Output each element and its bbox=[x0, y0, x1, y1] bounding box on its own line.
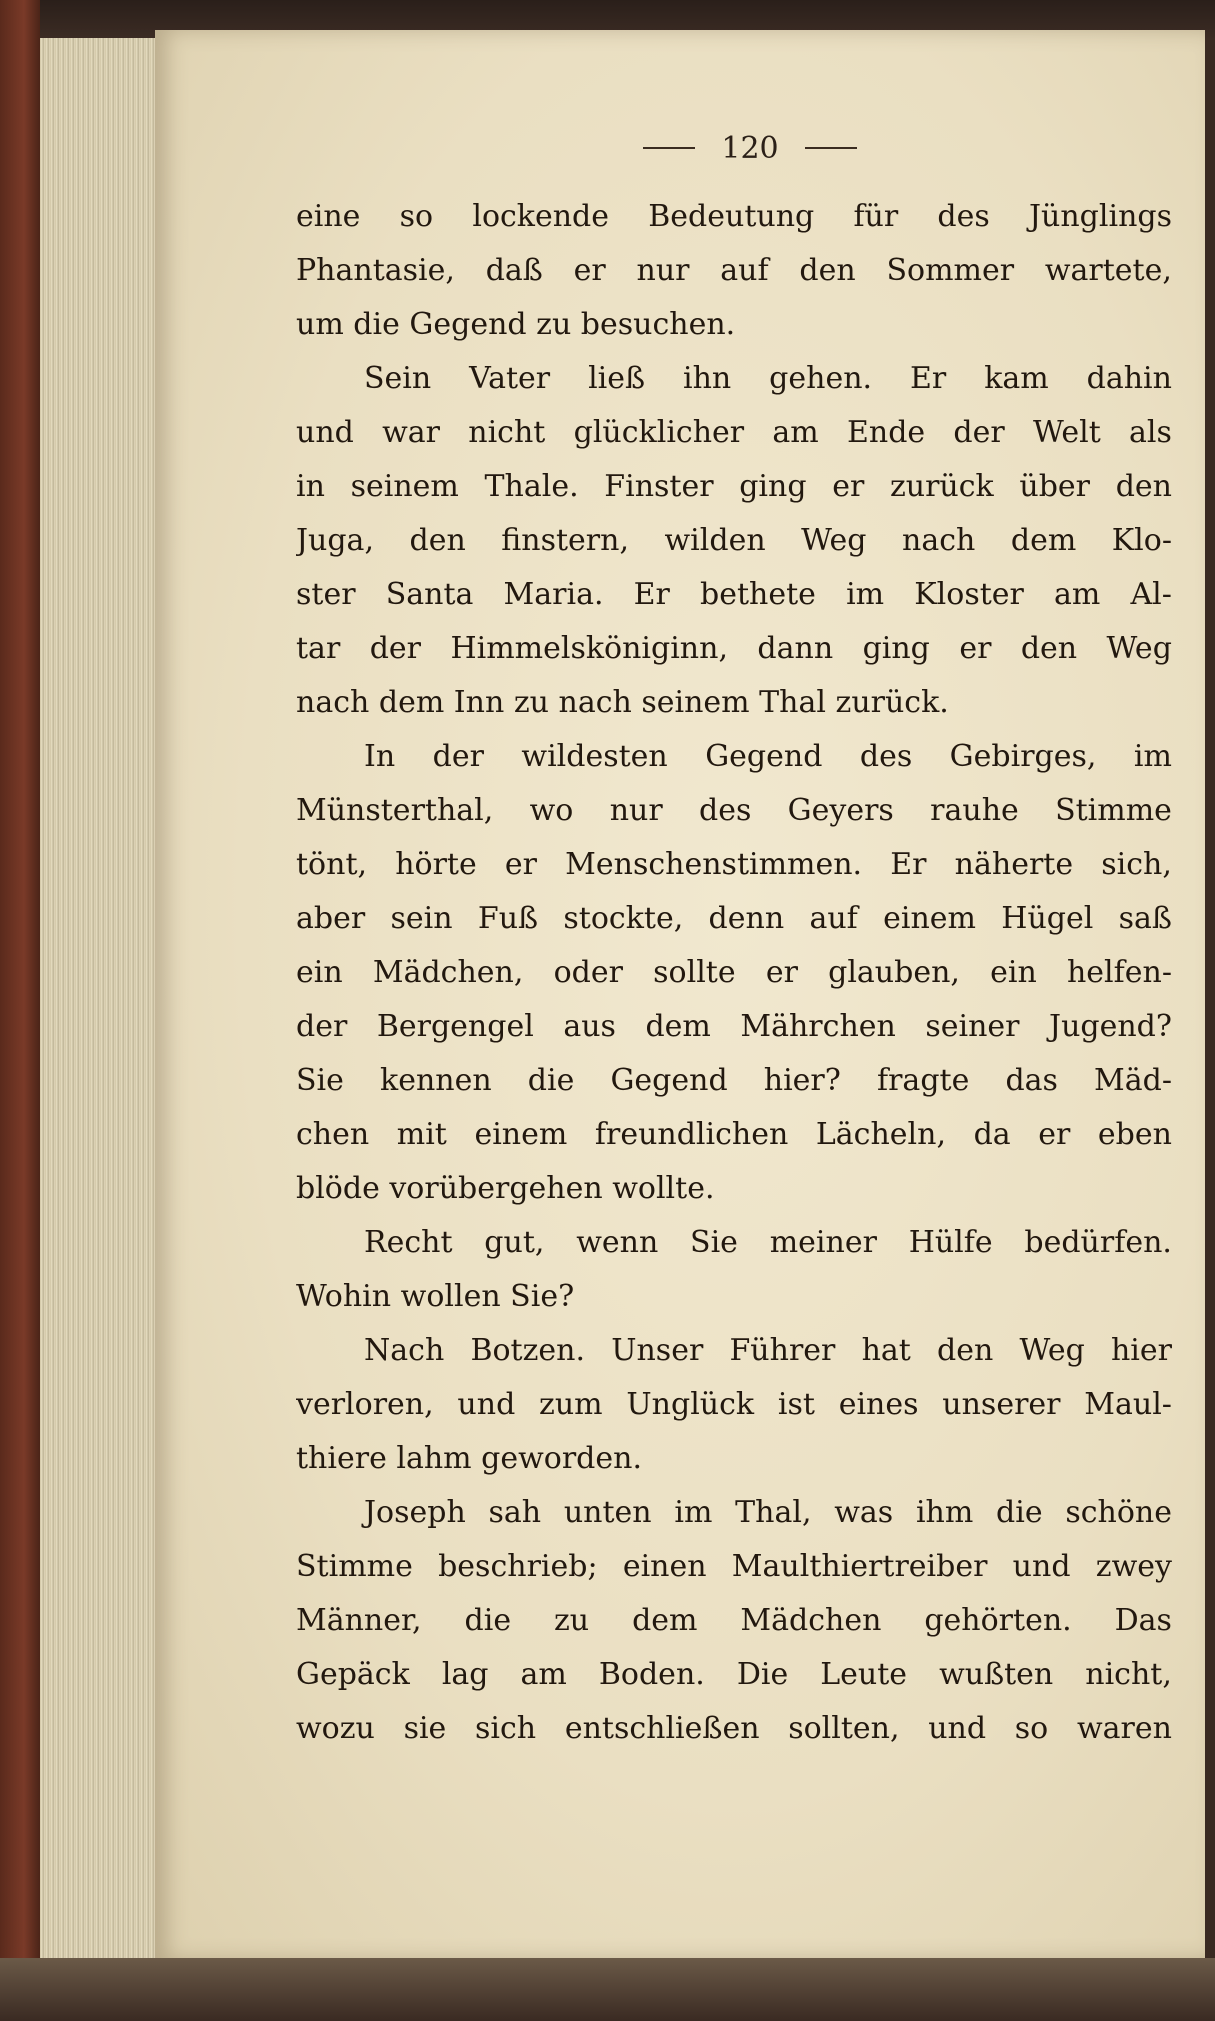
text-line: ster Santa Maria. Er bethete im Kloster am Al- bbox=[296, 577, 1172, 612]
text-line: Recht gut, wenn Sie meiner Hülfe bedürfen. bbox=[364, 1225, 1172, 1260]
running-head bbox=[620, 128, 880, 168]
bottom-shadow bbox=[0, 1958, 1215, 2021]
text-line: verloren, und zum Unglück ist eines unserer Maul- bbox=[296, 1387, 1172, 1422]
text-line: Sie kennen die Gegend hier? fragte das Mäd- bbox=[296, 1063, 1172, 1098]
text-line: nach dem Inn zu nach seinem Thal zurück. bbox=[296, 685, 949, 720]
text-line: Wohin wollen Sie? bbox=[296, 1279, 575, 1314]
text-line: Männer, die zu dem Mädchen gehörten. Das bbox=[296, 1603, 1172, 1638]
text-line: Nach Botzen. Unser Führer hat den Weg hier bbox=[364, 1333, 1172, 1368]
rule-left bbox=[643, 147, 695, 149]
book-cover-left bbox=[0, 0, 40, 2021]
page-number: 120 bbox=[721, 130, 779, 166]
text-line: thiere lahm geworden. bbox=[296, 1441, 642, 1476]
text-line: blöde vorübergehen wollte. bbox=[296, 1171, 715, 1206]
page-edges bbox=[40, 38, 161, 1963]
text-line: wozu sie sich entschließen sollten, und so waren bbox=[296, 1711, 1172, 1746]
body-text bbox=[296, 190, 1172, 1756]
text-line: aber sein Fuß stockte, denn auf einem Hügel saß bbox=[296, 901, 1172, 936]
text-line: der Bergengel aus dem Mährchen seiner Jugend? bbox=[296, 1009, 1172, 1044]
text-line: Sein Vater ließ ihn gehen. Er kam dahin bbox=[364, 361, 1172, 396]
text-line: Juga, den finstern, wilden Weg nach dem Klo- bbox=[296, 523, 1172, 558]
text-line: in seinem Thale. Finster ging er zurück über den bbox=[296, 469, 1172, 504]
text-line: chen mit einem freundlichen Lächeln, da er eben bbox=[296, 1117, 1172, 1152]
text-line: und war nicht glücklicher am Ende der Welt als bbox=[296, 415, 1172, 450]
text-line: Münsterthal, wo nur des Geyers rauhe Stimme bbox=[296, 793, 1172, 828]
text-line: Joseph sah unten im Thal, was ihm die schöne bbox=[364, 1495, 1172, 1530]
text-line: eine so lockende Bedeutung für des Jünglings bbox=[296, 199, 1172, 234]
text-line: In der wildesten Gegend des Gebirges, im bbox=[364, 739, 1172, 774]
text-line: ein Mädchen, oder sollte er glauben, ein helfen- bbox=[296, 955, 1172, 990]
text-line: um die Gegend zu besuchen. bbox=[296, 307, 736, 342]
text-line: Phantasie, daß er nur auf den Sommer wartete, bbox=[296, 253, 1172, 288]
rule-right bbox=[805, 147, 857, 149]
text-line: tar der Himmelsköniginn, dann ging er den Weg bbox=[296, 631, 1172, 666]
text-line: Gepäck lag am Boden. Die Leute wußten nicht, bbox=[296, 1657, 1172, 1692]
text-line: Stimme beschrieb; einen Maulthiertreiber und zwey bbox=[296, 1549, 1172, 1584]
text-line: tönt, hörte er Menschenstimmen. Er näherte sich, bbox=[296, 847, 1172, 882]
